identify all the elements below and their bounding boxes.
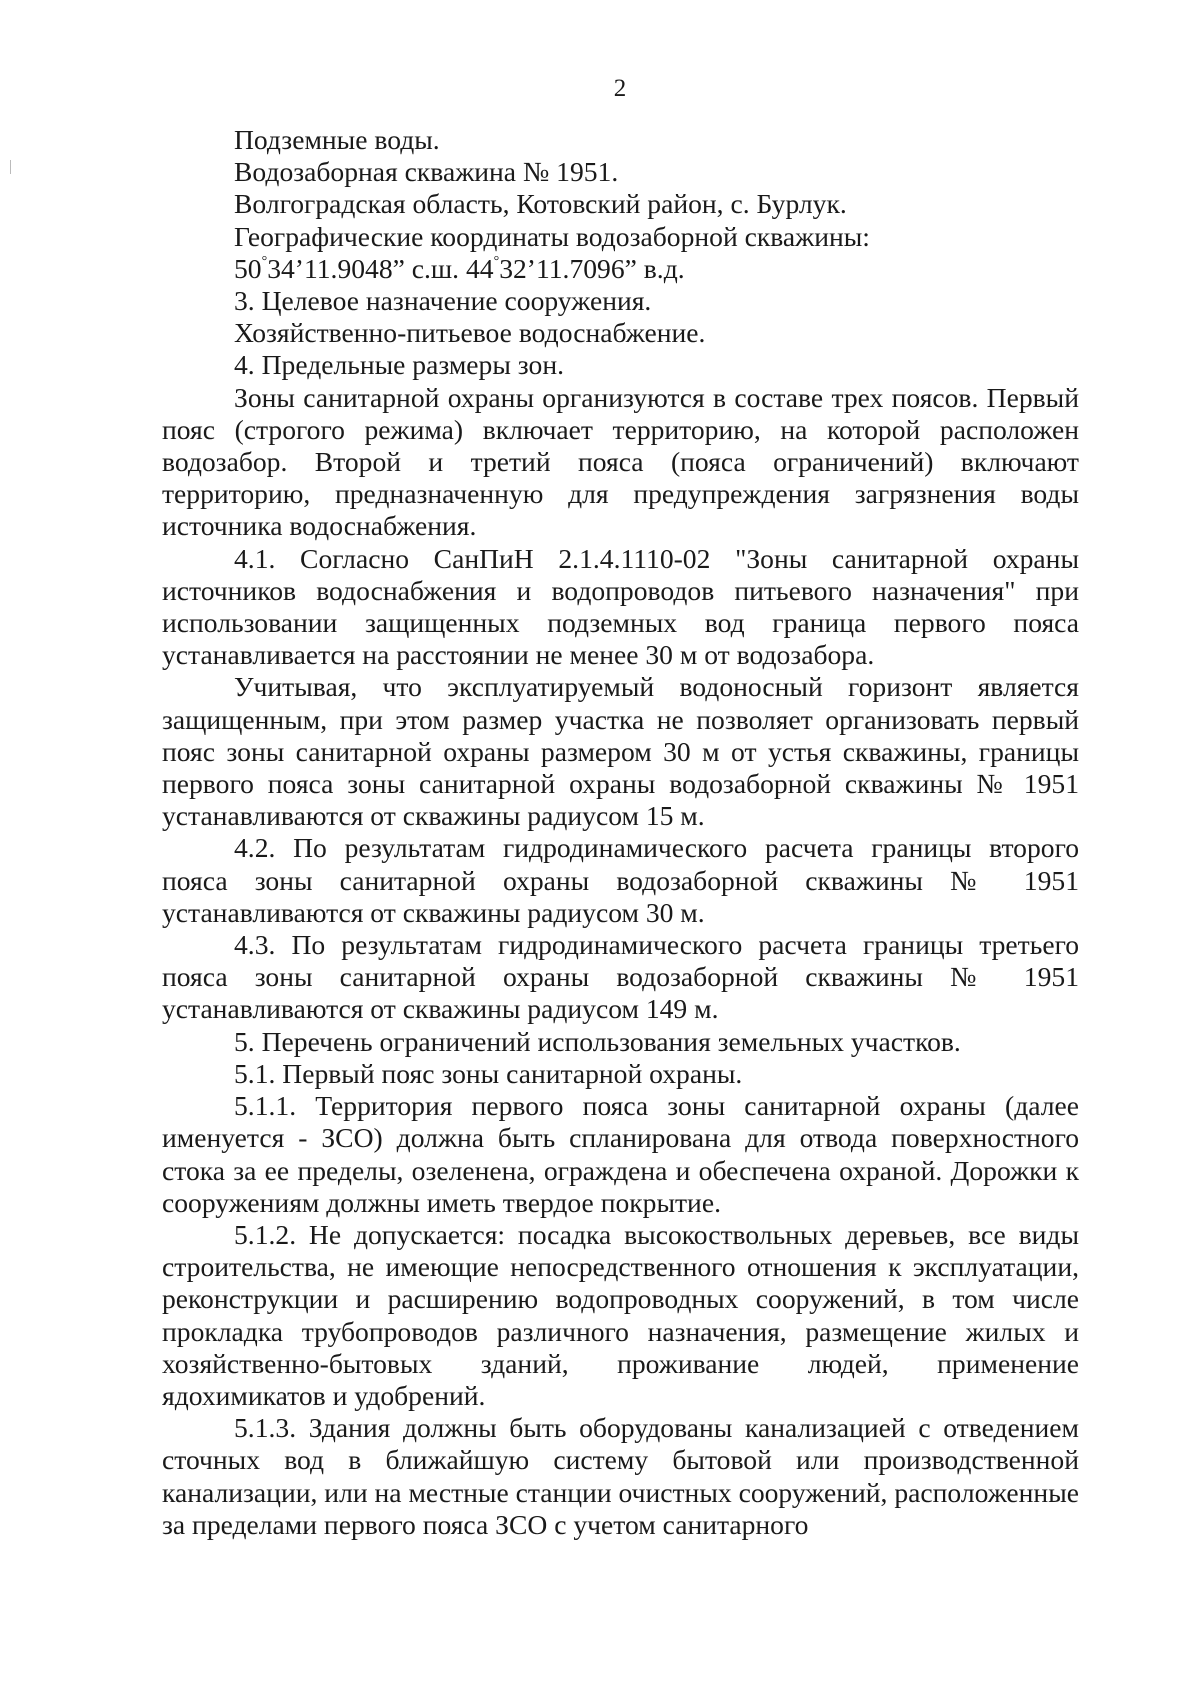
paragraph-section-5-1-2: 5.1.2. Не допускается: посадка высокоствольных деревьев, все виды строительства, не имеющие непосредственного отношения к эксплуатации, реконструкции и расширению водопроводных сооружений, в том числе прокладка трубопроводов различного назначения, размещение жилых и хозяйственно-бытовых зданий, проживание людей, применение ядохимикатов и удобрений. (162, 1218, 1079, 1411)
paragraph-first-belt-radius: Учитывая, что эксплуатируемый водоносный горизонт является защищенным, при этом размер участка не позволяет организовать первый пояс зоны санитарной охраны размером 30 м от устья скважины, границы первого пояса зоны санитарной охраны водозаборной скважины № 1951 устанавливаются от скважины радиусом 15 м. (162, 671, 1079, 832)
paragraph-section-5-1-1: 5.1.1. Территория первого пояса зоны санитарной охраны (далее именуется - ЗСО) должна быть спланирована для отвода поверхностного стока за ее пределы, озеленена, ограждена и обеспечена охраной. Дорожки к сооружениям должны иметь твердое покрытие. (162, 1090, 1079, 1218)
paragraph-section-4-1: 4.1. Согласно СанПиН 2.1.4.1110-02 "Зоны санитарной охраны источников водоснабжения и водопроводов питьевого назначения" при использовании защищенных подземных вод граница первого пояса устанавливается на расстоянии не менее 30 м от водозабора. (162, 542, 1079, 671)
page-number: 2 (613, 75, 627, 102)
paragraph-coordinates-heading: Географические координаты водозаборной скважины: (234, 220, 870, 252)
latitude-rest: 34’11.9048” с.ш. (267, 252, 466, 284)
paragraph-well-number: Водозаборная скважина № 1951. (234, 156, 619, 188)
paragraph-section-5-1-3: 5.1.3. Здания должны быть оборудованы канализацией с отведением сточных вод в ближайшую систему бытовой или производственной канализации, или на местные станции очистных сооружений, расположенные за пределами первого пояса ЗСО с учетом санитарного (162, 1412, 1079, 1540)
scan-artifact (10, 160, 11, 174)
paragraph-section-5-1-title: 5.1. Первый пояс зоны санитарной охраны. (234, 1057, 743, 1089)
document-body (162, 124, 1079, 1541)
paragraph-location: Волгоградская область, Котовский район, с. Бурлук. (234, 188, 847, 220)
paragraph-coordinates (162, 253, 1079, 285)
latitude-degrees: 50 (234, 252, 262, 284)
paragraph-section-3-title: 3. Целевое назначение сооружения. (234, 285, 652, 317)
longitude-rest: 32’11.7096” в.д. (499, 252, 685, 284)
longitude-degrees: 44 (465, 252, 494, 284)
paragraph-section-4-3: 4.3. По результатам гидродинамического расчета границы третьего пояса зоны санитарной охраны водозаборной скважины № 1951 устанавливаются от скважины радиусом 149 м. (162, 929, 1079, 1025)
degree-sign: ° (493, 253, 500, 269)
degree-sign: ° (261, 253, 268, 269)
paragraph-zones-description: Зоны санитарной охраны организуются в составе трех поясов. Первый пояс (строгого режима) включает территорию, на которой расположен водозабор. Второй и третий пояса (пояса ограничений) включают территорию, предназначенную для предупреждения загрязнения воды источника водоснабжения. (162, 381, 1079, 542)
paragraph-section-4-2: 4.2. По результатам гидродинамического расчета границы второго пояса зоны санитарной охраны водозаборной скважины № 1951 устанавливаются от скважины радиусом 30 м. (162, 832, 1079, 928)
paragraph-water-type: Подземные воды. (234, 124, 440, 155)
paragraph-section-5-title: 5. Перечень ограничений использования земельных участков. (234, 1025, 961, 1057)
paragraph-purpose: Хозяйственно-питьевое водоснабжение. (234, 317, 706, 349)
paragraph-section-4-title: 4. Предельные размеры зон. (234, 349, 564, 381)
